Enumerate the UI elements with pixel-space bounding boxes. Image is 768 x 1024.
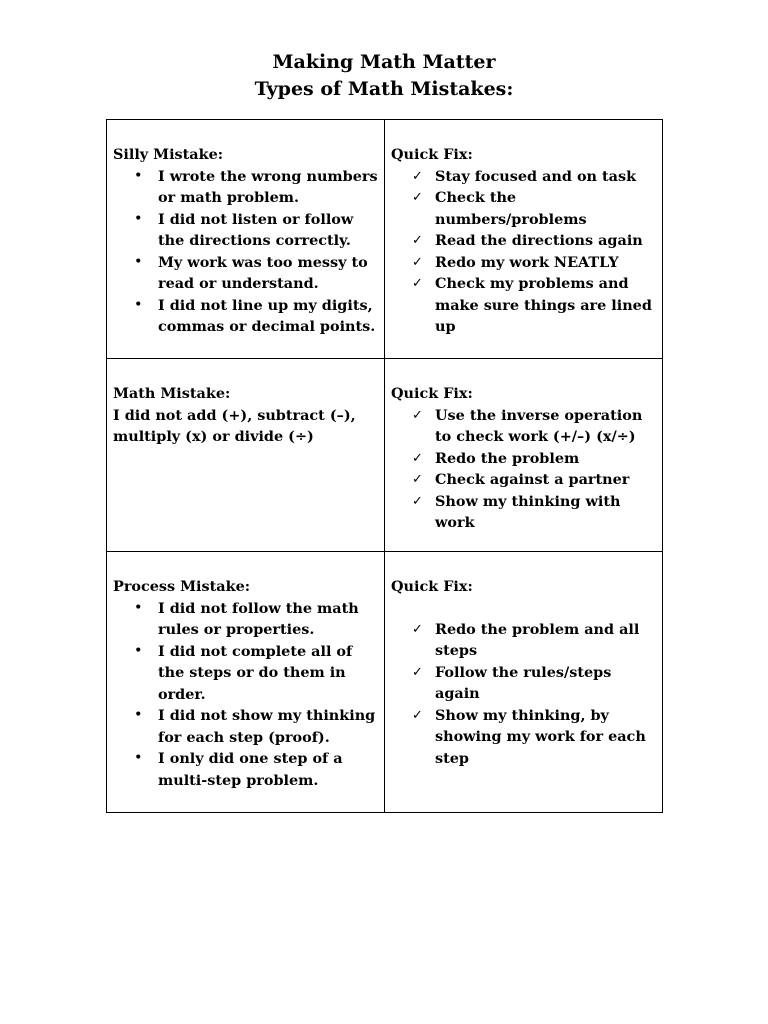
- list-item: [412, 230, 658, 252]
- list-item: [412, 619, 658, 662]
- checkmark-icon: ✓: [412, 621, 423, 637]
- fix-cell-silly: [385, 120, 663, 359]
- list-item: [134, 209, 380, 252]
- blank-line: [391, 598, 658, 619]
- list-item: [134, 295, 380, 338]
- checkmark-icon: ✓: [412, 407, 423, 423]
- fix-list: [391, 619, 658, 770]
- list-item-text: Check against a partner: [435, 471, 630, 488]
- list-item-text: Redo my work NEATLY: [435, 253, 619, 271]
- bullet-icon: •: [134, 599, 143, 616]
- list-item: [412, 705, 658, 770]
- bullet-icon: •: [134, 253, 143, 270]
- mistake-cell-silly: [107, 120, 385, 359]
- checkmark-icon: ✓: [412, 450, 423, 466]
- list-item: [134, 166, 380, 209]
- list-item: [412, 469, 658, 491]
- mistakes-table: [106, 119, 663, 813]
- list-item-text: My work was too messy to read or understand.: [158, 253, 368, 292]
- list-item: [412, 252, 658, 274]
- bullet-icon: •: [134, 707, 143, 723]
- list-item-text: I did not follow the math rules or properties.: [158, 599, 359, 638]
- checkmark-icon: ✓: [412, 190, 423, 205]
- list-item: [412, 273, 658, 338]
- list-item-text: I only did one step of a multi-step problem.: [158, 750, 343, 789]
- fix-cell-math: [385, 359, 663, 552]
- list-item-text: I did not complete all of the steps or do them in order.: [158, 642, 353, 703]
- list-item: [134, 641, 380, 706]
- list-item: [412, 491, 658, 534]
- checkmark-icon: ✓: [412, 472, 423, 487]
- fix-cell-process: [385, 552, 663, 813]
- list-item-text: I did not line up my digits, commas or decimal points.: [158, 296, 376, 335]
- list-item: [134, 598, 380, 641]
- fix-heading: Quick Fix:: [391, 578, 473, 595]
- list-item-text: Show my thinking with work: [435, 492, 621, 531]
- checkmark-icon: ✓: [412, 233, 423, 248]
- list-item: [134, 252, 380, 295]
- document-title: [0, 49, 768, 103]
- list-item-text: I wrote the wrong numbers or math problem.: [158, 167, 378, 206]
- mistake-heading: Silly Mistake:: [113, 146, 224, 163]
- mistake-heading: Math Mistake:: [113, 385, 231, 402]
- fix-list: [391, 166, 658, 338]
- checkmark-icon: ✓: [412, 707, 423, 723]
- list-item-text: Read the directions again: [435, 232, 643, 249]
- list-item: [412, 166, 658, 188]
- bullet-icon: •: [134, 296, 143, 313]
- table-row-math-mistake: [107, 359, 663, 552]
- mistake-list: [113, 166, 380, 338]
- list-item: [412, 662, 658, 705]
- mistake-cell-process: [107, 552, 385, 813]
- list-item-text: Stay focused and on task: [435, 167, 637, 185]
- list-item: [134, 705, 380, 748]
- fix-heading: Quick Fix:: [391, 146, 473, 163]
- list-item-text: Redo the problem and all steps: [435, 620, 640, 659]
- checkmark-icon: ✓: [412, 254, 423, 270]
- list-item: [412, 187, 658, 230]
- mistake-cell-math: [107, 359, 385, 552]
- list-item-text: Redo the problem: [435, 449, 580, 467]
- list-item-text: Follow the rules/steps again: [435, 663, 612, 702]
- table-row-silly-mistake: [107, 120, 663, 359]
- bullet-icon: •: [134, 750, 143, 766]
- fix-heading: Quick Fix:: [391, 385, 473, 402]
- bullet-icon: •: [134, 642, 143, 659]
- mistake-description: I did not add (+), subtract (–), multiply (x) or divide (÷): [113, 406, 356, 445]
- list-item-text: Use the inverse operation to check work (+/–) (x/÷): [435, 406, 643, 445]
- bullet-icon: •: [134, 210, 143, 227]
- list-item-text: Check the numbers/problems: [435, 189, 587, 228]
- checkmark-icon: ✓: [412, 664, 423, 680]
- checkmark-icon: ✓: [412, 493, 423, 509]
- checkmark-icon: ✓: [412, 168, 423, 184]
- mistake-list: [113, 598, 380, 792]
- list-item-text: Check my problems and make sure things are lined up: [435, 275, 652, 335]
- bullet-icon: •: [134, 167, 143, 184]
- title-line-2: Types of Math Mistakes:: [254, 78, 514, 100]
- list-item: [412, 448, 658, 470]
- table-row-process-mistake: [107, 552, 663, 813]
- list-item: [134, 748, 380, 791]
- list-item: [412, 405, 658, 448]
- list-item-text: Show my thinking, by showing my work for each step: [435, 706, 646, 767]
- checkmark-icon: ✓: [412, 276, 423, 291]
- list-item-text: I did not listen or follow the directions correctly.: [158, 210, 354, 249]
- title-line-1: Making Math Matter: [272, 51, 496, 73]
- mistake-heading: Process Mistake:: [113, 578, 251, 595]
- list-item-text: I did not show my thinking for each step (proof).: [158, 707, 376, 746]
- fix-list: [391, 405, 658, 534]
